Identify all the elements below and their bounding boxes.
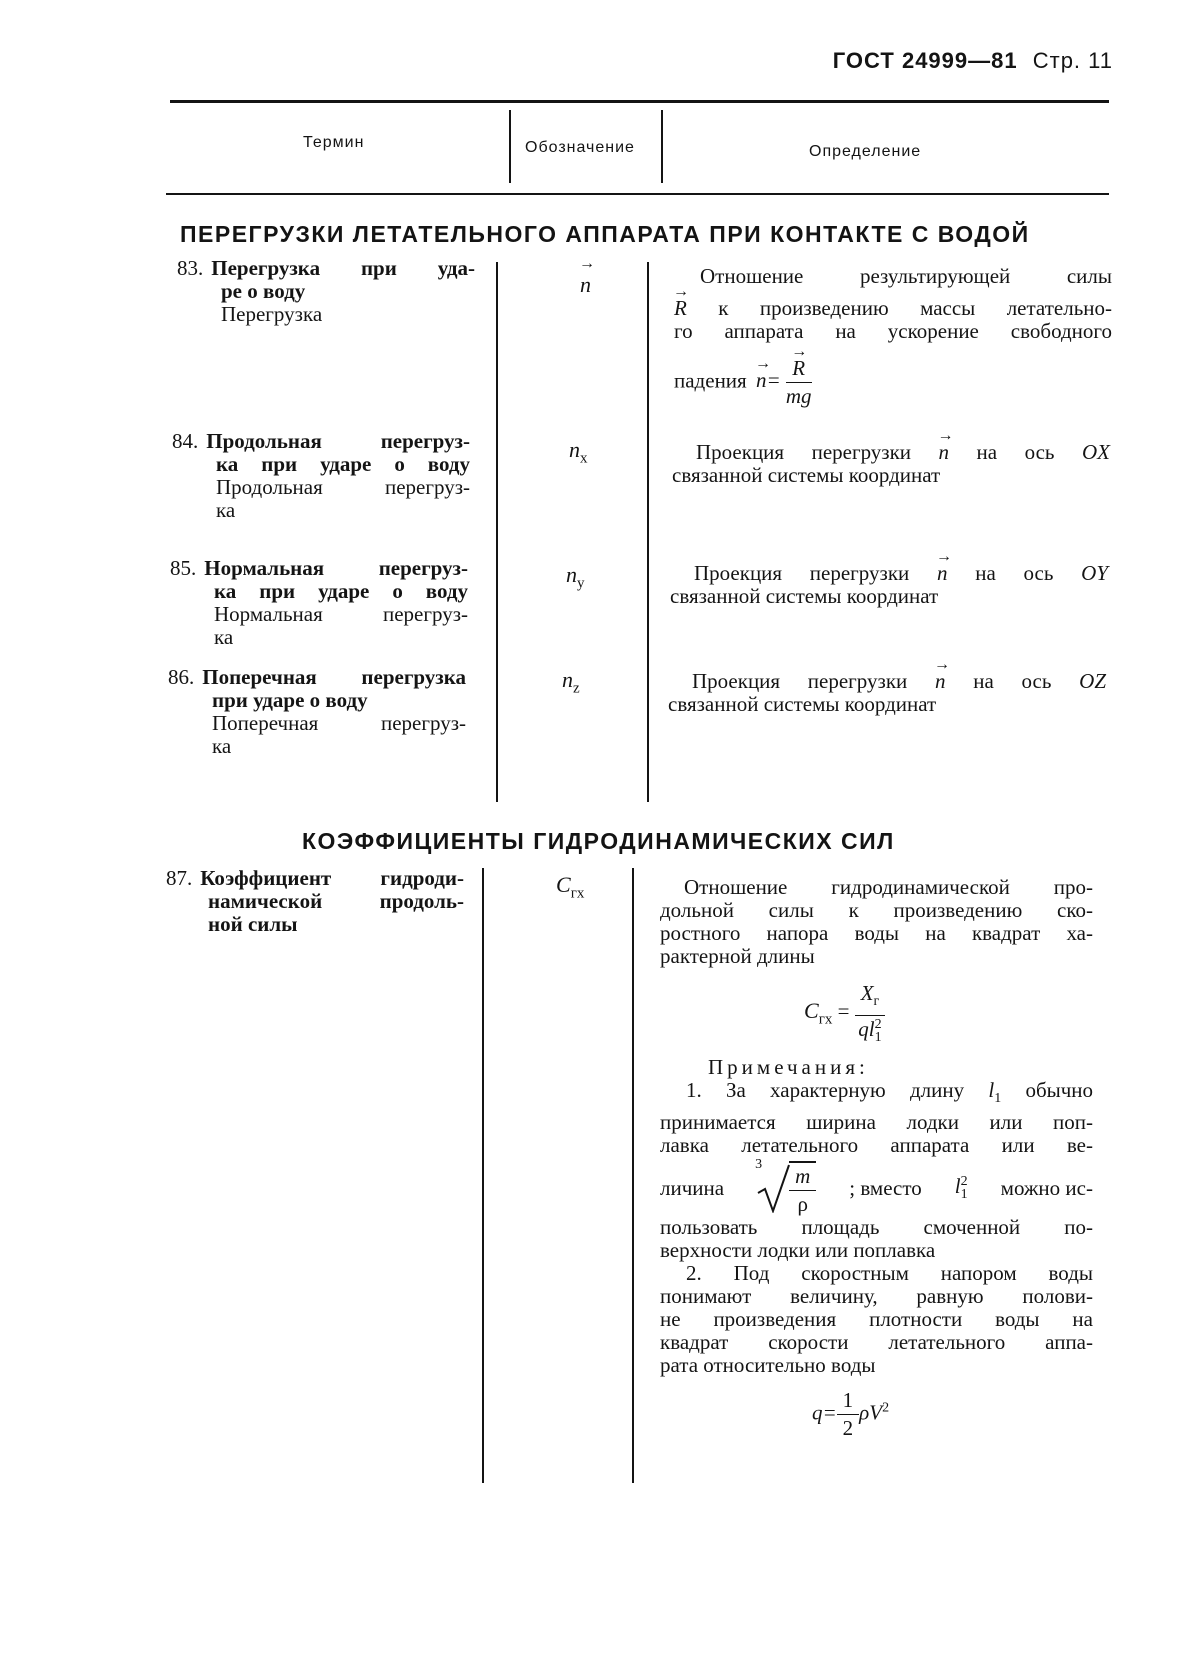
def-87-line-1: Отношение гидродинамической про- bbox=[684, 875, 1093, 899]
term-84-line-2: ка при ударе о воду bbox=[216, 452, 470, 476]
section-title-coefficients: КОЭФФИЦИЕНТЫ ГИДРОДИНАМИЧЕСКИХ СИЛ bbox=[302, 828, 895, 854]
term-84-short-1: Продольная перегруз- bbox=[216, 475, 470, 499]
term-83 bbox=[177, 257, 475, 326]
term-83-short: Перегрузка bbox=[221, 302, 323, 326]
standard-label: ГОСТ bbox=[832, 48, 895, 73]
note1-line-4: личина 3 $\frac{m}{\rho}$ ; вместо l 2 1 можно ис- bbox=[660, 1156, 1093, 1216]
symbol-84: $n_x$ bbox=[569, 437, 588, 467]
note1-line-2: принимается ширина лодки или поп- bbox=[660, 1109, 1093, 1134]
note1-line-6: верхности лодки или поплавка bbox=[660, 1237, 936, 1262]
term-85-line-1: 85. Нормальная перегруз- bbox=[170, 556, 468, 580]
term-85-short-2: ка bbox=[214, 625, 234, 649]
def-86-line-1: Проекция перегрузки → n на ось OZ bbox=[668, 670, 1106, 693]
standard-number: 24999—81 bbox=[901, 48, 1018, 73]
term-84 bbox=[172, 430, 470, 522]
root-sign-icon bbox=[757, 1163, 791, 1213]
col-divider-s2-2 bbox=[632, 868, 634, 1483]
note2-line-1: 2. Под скоростным напором воды bbox=[686, 1260, 1093, 1285]
def-83-line-1: Отношение результирующей силы bbox=[700, 264, 1112, 288]
term-87-line-1: 87. Коэффициент гидроди- bbox=[166, 866, 464, 890]
term-86-short-1: Поперечная перегруз- bbox=[212, 711, 466, 735]
definition-83 bbox=[674, 265, 1112, 408]
note2-line-2: понимают величину, равную полови- bbox=[660, 1283, 1093, 1308]
term-86 bbox=[168, 666, 466, 758]
def-83-line-4: падения → n= → $\frac{R}{mg}$ bbox=[674, 357, 1112, 408]
definition-85 bbox=[670, 562, 1108, 608]
note2-line-3: не произведения плотности воды на bbox=[660, 1306, 1093, 1331]
term-84-line-1: 84. Продольная перегруз- bbox=[172, 429, 470, 453]
col-divider-head-1 bbox=[509, 110, 511, 183]
def-85-line-1: Проекция перегрузки → n на ось OY bbox=[670, 562, 1108, 585]
formula-83: → $\frac{R}{mg}$ bbox=[786, 357, 812, 408]
note2-line-4: квадрат скорости летательного аппа- bbox=[660, 1329, 1093, 1354]
term-85-line-2: ка при ударе о воду bbox=[214, 579, 468, 603]
formula-87: $C_{гх}$ = $X_г$ ql 2 1 bbox=[804, 982, 1093, 1044]
def-87-line-2: дольной силы к произведению ско- bbox=[660, 898, 1093, 922]
term-85 bbox=[170, 557, 468, 649]
page-header bbox=[833, 48, 1113, 74]
definition-86 bbox=[668, 670, 1106, 716]
term-83-line-2: ре о воду bbox=[221, 279, 306, 303]
table-top-rule bbox=[170, 100, 1109, 103]
col-divider-s1-2 bbox=[647, 262, 649, 802]
term-87-line-3: ной силы bbox=[208, 912, 298, 936]
column-header-definition: Определение bbox=[809, 143, 922, 160]
def-86-line-2: связанной системы координат bbox=[668, 692, 937, 716]
note1-line-3: лавка летательного аппарата или ве- bbox=[660, 1132, 1093, 1157]
term-86-line-2: при ударе о воду bbox=[212, 688, 368, 712]
col-divider-s1-1 bbox=[496, 262, 498, 802]
symbol-83: → n bbox=[580, 272, 591, 298]
def-87-line-3: ростного напора воды на квадрат ха- bbox=[660, 921, 1093, 945]
term-84-short-2: ка bbox=[216, 498, 236, 522]
term-83-line-1: 83. Перегрузка при уда- bbox=[177, 256, 475, 280]
def-83-line-2: → R к произведению массы летательно- bbox=[674, 297, 1112, 320]
symbol-87: $C_{гх}$ bbox=[556, 872, 585, 902]
def-84-line-2: связанной системы координат bbox=[672, 463, 941, 487]
cube-root-formula: 3 $\frac{m}{\rho}$ bbox=[757, 1161, 816, 1216]
table-head-rule bbox=[166, 193, 1109, 195]
page-number: Стр. 11 bbox=[1032, 48, 1113, 73]
symbol-86: $n_z$ bbox=[562, 667, 580, 697]
section-title-overloads: ПЕРЕГРУЗКИ ЛЕТАТЕЛЬНОГО АППАРАТА ПРИ КОНТАКТЕ С ВОДОЙ bbox=[180, 221, 1030, 247]
definition-84 bbox=[672, 441, 1110, 487]
definition-87 bbox=[660, 876, 1093, 1440]
formula-q: q= $\frac{1}{2}$ $\rho V^2$ bbox=[812, 1387, 890, 1440]
symbol-85: $n_y$ bbox=[566, 562, 585, 592]
note1-line-5: пользовать площадь смоченной по- bbox=[660, 1214, 1093, 1239]
def-83-line-3: го аппарата на ускорение свободного bbox=[674, 319, 1112, 343]
column-header-term: Термин bbox=[303, 134, 365, 151]
column-header-symbol: Обозначение bbox=[525, 139, 635, 156]
col-divider-s2-1 bbox=[482, 868, 484, 1483]
term-87 bbox=[166, 867, 464, 936]
term-86-line-1: 86. Поперечная перегрузка bbox=[168, 665, 466, 689]
term-87-line-2: намической продоль- bbox=[208, 889, 464, 913]
col-divider-head-2 bbox=[661, 110, 663, 183]
def-85-line-2: связанной системы координат bbox=[670, 584, 939, 608]
notes-title: Примечания: bbox=[708, 1055, 869, 1080]
term-86-short-2: ка bbox=[212, 734, 232, 758]
note1-line-1: 1. За характерную длину $l_1$ обычно bbox=[686, 1078, 1094, 1107]
def-87-line-4: рактерной длины bbox=[660, 944, 815, 968]
note2-line-5: рата относительно воды bbox=[660, 1352, 876, 1377]
term-85-short-1: Нормальная перегруз- bbox=[214, 602, 468, 626]
def-84-line-1: Проекция перегрузки → n на ось OX bbox=[672, 441, 1110, 464]
